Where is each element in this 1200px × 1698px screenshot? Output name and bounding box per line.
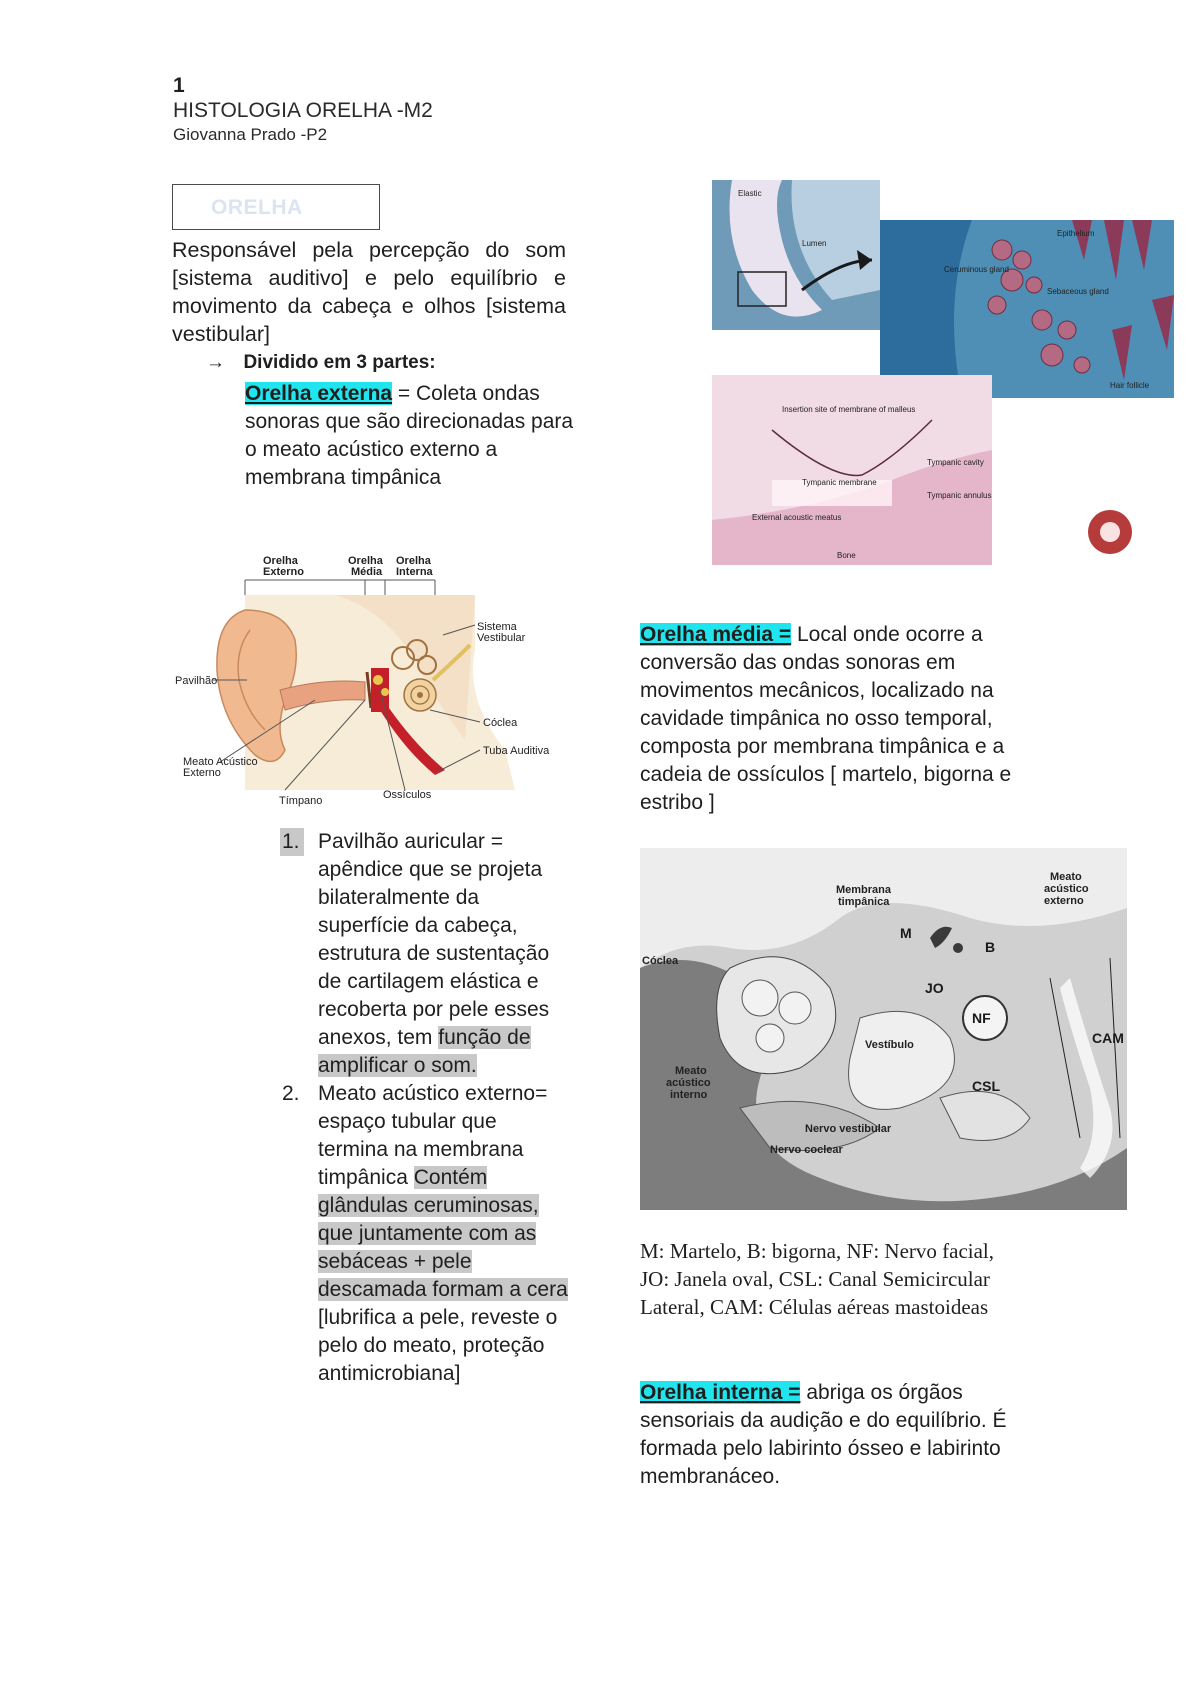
document-title: HISTOLOGIA ORELHA -M2 xyxy=(173,99,433,122)
label-pavilhao: Pavilhão xyxy=(175,675,218,687)
list-item-1-text: Pavilhão auricular = apêndice que se projeta bilateralmente da superfície da cabeça, estrutura de sustentação de cartilagem elástica e recoberta por pele esses anexos, tem xyxy=(318,830,550,1049)
label-meato-int: Meato xyxy=(675,1065,707,1077)
label-coclea-micro: Cóclea xyxy=(642,955,679,967)
list-item-2-highlight: Contém glândulas ceruminosas, que juntamente com as sebáceas + pele descamada formam a cera xyxy=(318,1166,568,1301)
parts-bullet xyxy=(206,352,436,374)
label-hair: Hair follicle xyxy=(1110,381,1150,390)
document-author: Giovanna Prado -P2 xyxy=(173,125,328,144)
orelha-interna-term: Orelha interna = xyxy=(640,1381,801,1404)
list-item-2 xyxy=(282,1080,568,1388)
section-heading: ORELHA xyxy=(211,196,303,219)
label-m: M xyxy=(900,925,912,941)
orelha-media-paragraph xyxy=(640,621,1040,817)
list-item-1-highlight: função de amplificar o som. xyxy=(318,1026,531,1077)
label-orelha-interna-2: Interna xyxy=(396,566,433,578)
label-meato: Meato Acústico xyxy=(183,756,258,768)
label-meato-2: Externo xyxy=(183,767,221,779)
label-vestibulo: Vestíbulo xyxy=(865,1039,914,1051)
label-tuba: Tuba Auditiva xyxy=(483,745,550,757)
label-meato-int-2: acústico xyxy=(666,1077,711,1089)
orelha-media-text: Local onde ocorre a conversão das ondas sonoras em movimentos mecânicos, localizado na cavidade timpânica no osso temporal, composta por membrana timpânica e a cadeia de ossículos [ martelo, bigorna e estribo ] xyxy=(640,623,1012,814)
orelha-externa-paragraph xyxy=(245,380,575,492)
label-membrana: Membrana xyxy=(836,884,892,896)
label-sistema-2: Vestibular xyxy=(477,632,526,644)
orelha-externa-term: Orelha externa xyxy=(245,382,393,405)
list-item-2-tail: [lubrifica a pele, reveste o pelo do meato, proteção antimicrobiana] xyxy=(318,1306,558,1385)
label-orelha-media-2: Média xyxy=(351,566,383,578)
section-heading-box xyxy=(172,184,380,230)
list-item-1 xyxy=(282,828,568,1080)
histology-figure xyxy=(712,180,1174,565)
label-sebaceous: Sebaceous gland xyxy=(1047,287,1109,296)
orelha-media-term: Orelha média = xyxy=(640,623,792,646)
section-intro: Responsável pela percepção do som [sistema auditivo] e pelo equilíbrio e movimento da cabeça e olhos [sistema vestibular] xyxy=(172,238,566,346)
label-tympanic-annulus: Tympanic annulus xyxy=(927,491,992,500)
list-item-2-text: Meato acústico externo= espaço tubular que termina na membrana timpânica xyxy=(318,1082,548,1189)
label-csl: CSL xyxy=(972,1078,1000,1094)
label-epithelium: Epithelium xyxy=(1057,229,1095,238)
label-insertion: Insertion site of membrane of malleus xyxy=(782,405,916,414)
label-orelha-externo-2: Externo xyxy=(263,566,304,578)
label-jo: JO xyxy=(925,980,944,996)
page-number: 1 xyxy=(173,74,185,97)
label-meato-ext-3: externo xyxy=(1044,895,1084,907)
label-meato-int-3: interno xyxy=(670,1089,708,1101)
orelha-externa-text: = Coleta ondas sonoras que são direcionadas para o meato acústico externo a membrana timpânica xyxy=(245,382,574,489)
bullet-text: Dividido em 3 partes: xyxy=(243,352,436,373)
list-number-2: 2. xyxy=(282,1082,300,1105)
micrograph-legend: M: Martelo, B: bigorna, NF: Nervo facial, JO: Janela oval, CSL: Canal Semicircular Lateral, CAM: Células aéreas mastoideas xyxy=(640,1239,995,1319)
label-ossiculos: Ossículos xyxy=(383,789,432,801)
page-header xyxy=(173,74,433,146)
label-ceruminous: Ceruminous gland xyxy=(944,265,1009,274)
label-meato-ext-2: acústico xyxy=(1044,883,1089,895)
label-meato-ext: Meato xyxy=(1050,871,1082,883)
label-sistema: Sistema xyxy=(477,621,517,633)
list-number-1: 1. xyxy=(280,828,304,856)
label-orelha-externo: Orelha xyxy=(263,555,298,567)
orelha-interna-paragraph xyxy=(640,1379,1020,1491)
orelha-interna-text: abriga os órgãos sensoriais da audição e do equilíbrio. É formada pelo labirinto ósseo e labirinto membranáceo. xyxy=(640,1381,1007,1488)
ear-anatomy-figure xyxy=(175,550,575,815)
label-membrana-2: timpânica xyxy=(838,896,890,908)
label-timpano: Tímpano xyxy=(279,795,323,807)
label-elastic-cartilage: Elastic xyxy=(738,189,762,198)
label-tympanic-cavity: Tympanic cavity xyxy=(927,458,984,467)
label-tympanic-membrane: Tympanic membrane xyxy=(802,478,877,487)
label-nervo-coc: Nervo coclear xyxy=(770,1144,843,1156)
label-lumen: Lumen xyxy=(802,239,827,248)
micrograph-figure xyxy=(640,848,1127,1210)
label-coclea: Cóclea xyxy=(483,717,518,729)
numbered-list xyxy=(282,828,568,1388)
label-b: B xyxy=(985,939,996,955)
label-nervo-vest: Nervo vestibular xyxy=(805,1123,892,1135)
arrow-icon: → xyxy=(206,352,225,373)
label-nf: NF xyxy=(972,1010,991,1026)
label-orelha-interna: Orelha xyxy=(396,555,431,567)
label-external-meatus: External acoustic meatus xyxy=(752,513,842,522)
label-bone: Bone xyxy=(837,551,856,560)
label-cam: CAM xyxy=(1092,1030,1124,1046)
label-orelha-media: Orelha xyxy=(348,555,383,567)
